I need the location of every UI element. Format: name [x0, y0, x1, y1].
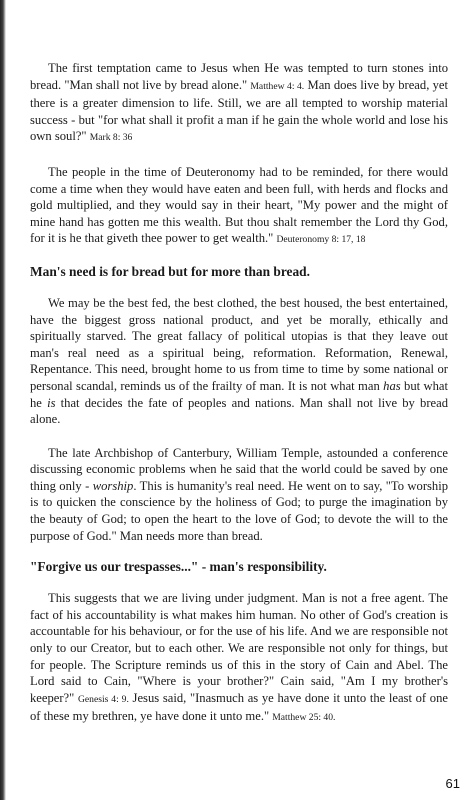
paragraph-text: The people in the time of Deuteronomy had to be reminded, for there would come a time when they would have eaten and been full, with herds and flocks and gold multiplied, and they would say in their heart, "My power and the might of mine hand has gotten me this wealth. But thou shalt remember the Lord thy God, for it is he that giveth thee power to get wealth." — [30, 164, 448, 246]
paragraph-text: We may be the best fed, the best clothed, the best housed, the best entertained, have the biggest gross national product, and yet be morally, ethically and spiritually starved. The great fallacy of political utopias is that they leave out man's real need as a spiritual being, reformation. Reformation, Renewal, Repentance. This need, brought home to us from time to time by some national or personal scandal, reminds us of the frailty of man. It is not what man — [30, 295, 448, 393]
paragraph-text: This suggests that we are living under judgment. Man is not a free agent. The fact of his accountability is what makes him human. No other of God's creation is accountable for his behaviour, or for the use of his life. And we are responsible not only to our Creator, but to each other. We are responsible not only for things, but for people. The Scripture reminds us of this in the story of Cain and Abel. The Lord said to Cain, "Where is your brother?" Cain said, "Am I my brother's keeper?" — [30, 591, 448, 705]
paragraph-william-temple — [30, 445, 448, 545]
paragraph-text: Man does live by bread, yet there is a greater dimension to life. Still, we are all tempted to worship material success - but "for what shall it profit a man if he gain the whole world and lose his own soul?" — [30, 77, 448, 144]
paragraph-first-temptation — [30, 60, 448, 147]
paragraph-text: but what he — [30, 378, 448, 410]
emphasis-text: has — [383, 378, 401, 393]
paragraph-judgment — [30, 590, 448, 727]
scripture-reference: Matthew 4: 4. — [250, 80, 305, 92]
scripture-reference: Matthew 25: 40. — [272, 712, 336, 724]
emphasis-text: worship — [92, 478, 134, 493]
paragraph-text: . This is humanity's real need. He went on to say, "To worship is to quicken the conscience by the holiness of God; to purge the imagination by the beauty of God; to open the heart to the love of God; to devote the will to the purpose of God." Man needs more than bread. — [30, 478, 449, 543]
book-page — [30, 60, 448, 727]
section-heading-forgive: "Forgive us our trespasses..." - man's responsibility. — [30, 559, 327, 575]
paragraph-text: Jesus said, "Inasmuch as ye have done it unto the least of one of these my brethren, ye have done it unto me." — [30, 690, 448, 724]
paragraph-text: The first temptation came to Jesus when He was tempted to turn stones into bread. "Man shall not live by bread alone." — [30, 61, 448, 92]
scripture-reference: Genesis 4: 9. — [77, 693, 129, 705]
scripture-reference: Mark 8: 36 — [89, 132, 133, 144]
paragraph-text: that decides the fate of peoples and nations. Man shall not live by bread alone. — [30, 395, 448, 427]
section-heading-bread: Man's need is for bread but for more than bread. — [30, 263, 310, 279]
paragraph-text: The late Archbishop of Canterbury, William Temple, astounded a conference discussing economic problems when he said that the world could be saved by one thing only - — [30, 445, 448, 493]
scripture-reference: Deuteronomy 8: 17, 18 — [276, 234, 366, 246]
page-number: 61 — [445, 776, 460, 791]
paragraph-best-fed — [30, 295, 448, 428]
paragraph-deuteronomy — [30, 164, 448, 249]
emphasis-text: is — [47, 395, 56, 410]
page-edge-shadow — [0, 0, 6, 800]
